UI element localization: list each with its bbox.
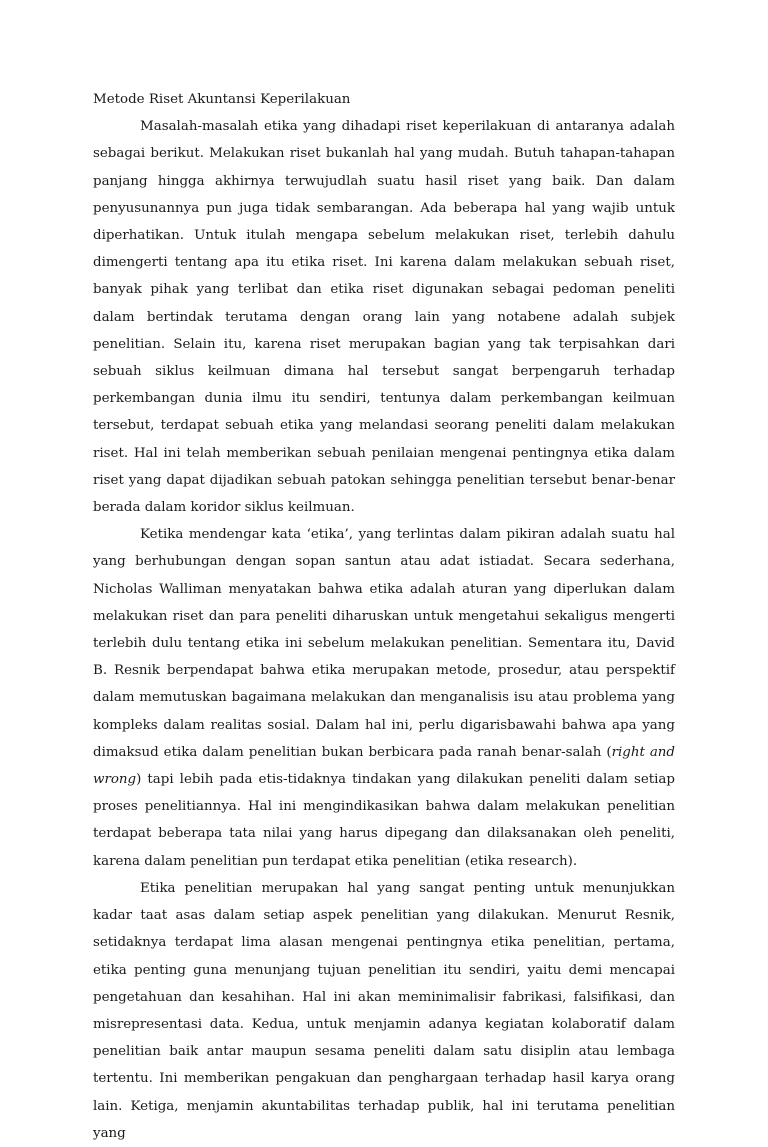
paragraph-1: Masalah-masalah etika yang dihadapi riset keperilakuan di antaranya adalah sebagai berikut. Melakukan riset bukanlah hal yang mudah. Butuh tahapan-tahapan panjang hingga akhirnya terwujudlah suatu hasil riset yang baik. Dan dalam penyusunannya pun juga tidak sembarangan. Ada beberapa hal yang wajib untuk diperhatikan. Untuk itulah mengapa sebelum melakukan riset, terlebih dahulu dimengerti tentang apa itu etika riset. Ini karena dalam melakukan sebuah riset, banyak pihak yang terlibat dan etika riset digunakan sebagai pedoman peneliti dalam bertindak terutama dengan orang lain yang notabene adalah subjek penelitian. Selain itu, karena riset merupakan bagian yang tak terpisahkan dari sebuah siklus keilmuan dimana hal tersebut sangat berpengaruh terhadap perkembangan dunia ilmu itu sendiri, tentunya dalam perkembangan keilmuan tersebut, terdapat sebuah etika yang melandasi seorang peneliti dalam melakukan riset. Hal ini telah memberikan sebuah penilaian mengenai pentingnya etika dalam riset yang dapat dijadikan sebuah patokan sehingga penelitian tersebut benar-benar berada dalam koridor siklus keilmuan. — [93, 119, 675, 516]
paragraph-2-text-before: Ketika mendengar kata ‘etika’, yang terlintas dalam pikiran adalah suatu hal yang berhubungan dengan sopan santun atau adat istiadat. Secara sederhana, Nicholas Walliman menyatakan bahwa etika adalah aturan yang diperlukan dalam melakukan riset dan para peneliti diharuskan untuk mengetahui sekaligus mengerti terlebih dulu tentang etika ini sebelum melakukan penelitian. Sementara itu, David B. Resnik berpendapat bahwa etika merupakan metode, prosedur, atau perspektif dalam memutuskan bagaimana melakukan dan menganalisis isu atau problema yang kompleks dalam realitas sosial. Dalam hal ini, perlu digarisbawahi bahwa apa yang dimaksud etika dalam penelitian bukan berbicara pada ranah benar-salah ( — [93, 527, 675, 760]
paragraph-2-italic-term: right and wrong — [93, 744, 675, 788]
paragraph-2-text-after: ) tapi lebih pada etis-tidaknya tindakan yang dilakukan peneliti dalam setiap proses penelitiannya. Hal ini mengindikasikan bahwa dalam melakukan penelitian terdapat beberapa tata nilai yang harus dipegang dan dilaksanakan oleh peneliti, karena dalam penelitian pun terdapat etika penelitian (etika research). — [93, 772, 675, 869]
document-title: Metode Riset Akuntansi Keperilakuan — [93, 92, 351, 107]
paragraph-2 — [93, 521, 675, 875]
paragraph-3: Etika penelitian merupakan hal yang sangat penting untuk menunjukkan kadar taat asas dalam setiap aspek penelitian yang dilakukan. Menurut Resnik, setidaknya terdapat lima alasan mengenai pentingnya etika penelitian, pertama, etika penting guna menunjang tujuan penelitian itu sendiri, yaitu demi mencapai pengetahuan dan kesahihan. Hal ini akan meminimalisir fabrikasi, falsifikasi, dan misrepresentasi data. Kedua, untuk menjamin adanya kegiatan kolaboratif dalam penelitian baik antar maupun sesama peneliti dalam satu disiplin atau lembaga tertentu. Ini memberikan pengakuan dan penghargaan terhadap hasil karya orang lain. Ketiga, menjamin akuntabilitas terhadap publik, hal ini terutama penelitian yang — [93, 880, 675, 1141]
document-page — [93, 86, 675, 1147]
